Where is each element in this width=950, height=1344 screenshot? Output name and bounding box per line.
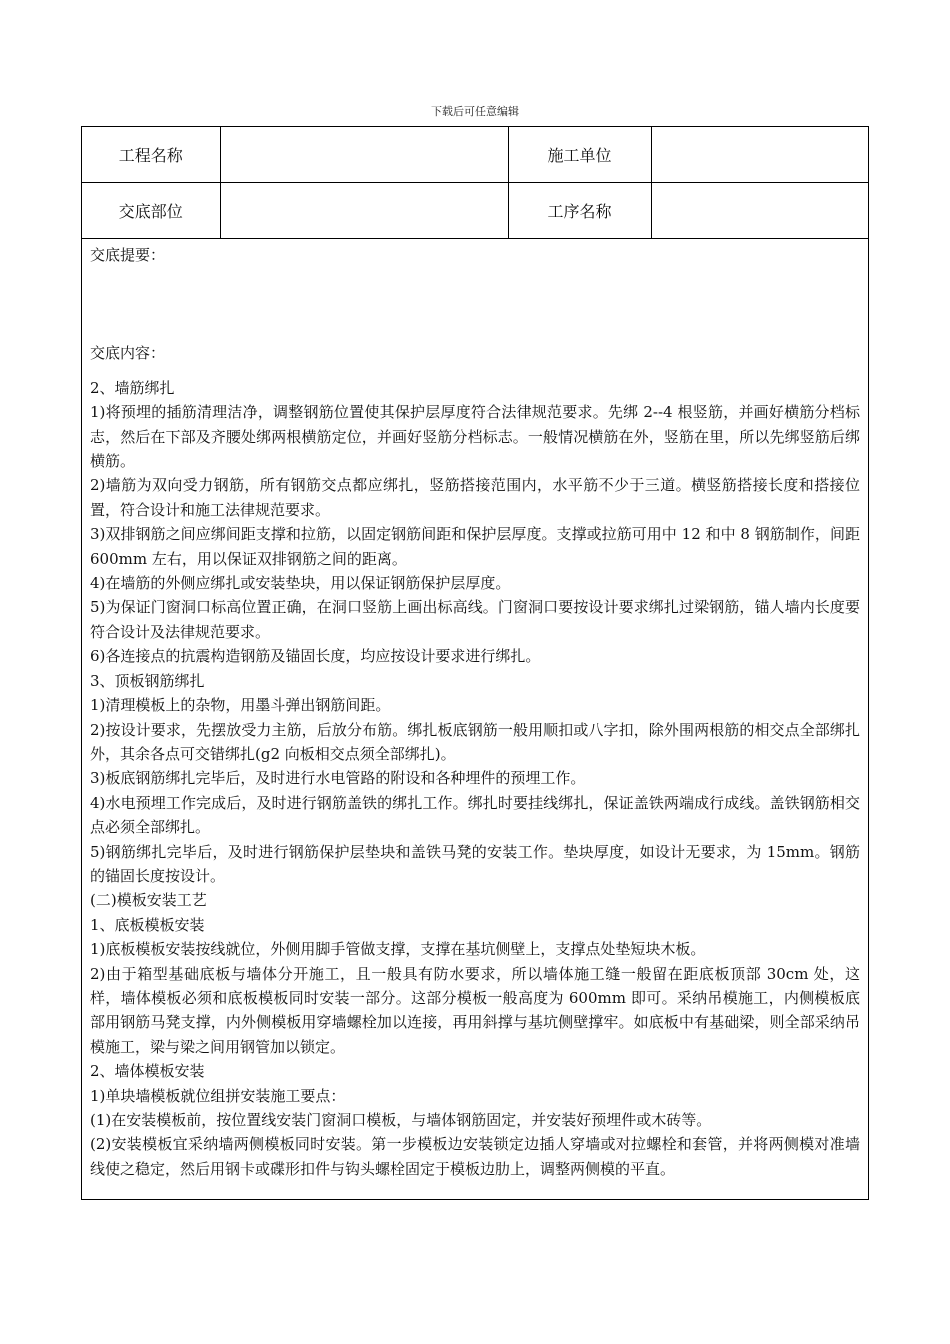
disclosure-sheet — [81, 126, 869, 1200]
content-area — [82, 239, 868, 1181]
unit-value[interactable] — [651, 127, 868, 183]
paragraph: 2)按设计要求，先摆放受力主筋，后放分布筋。绑扎板底钢筋一般用顺扣或八字扣，除外围两根筋的相交点全部绑扎外，其余各点可交错绑扎(g2 向板相交点须全部绑扎)。 — [90, 720, 860, 763]
paragraph: 3)双排钢筋之间应绑间距支撑和拉筋，以固定钢筋间距和保护层厚度。支撑或拉筋可用中 12 和中 8 钢筋制作，间距 600mm 左右，用以保证双排钢筋之间的距离。 — [90, 525, 860, 568]
project-name-label: 工程名称 — [82, 127, 220, 183]
paragraph: 5)钢筋绑扎完毕后，及时进行钢筋保护层垫块和盖铁马凳的安装工作。垫块厚度，如设计无要求，为 15mm。钢筋的锚固长度按设计。 — [90, 842, 860, 885]
paragraph: 1)底板模板安装按线就位，外侧用脚手管做支撑，支撑在基坑侧壁上，支撑点处垫短块木板。 — [90, 940, 706, 959]
content-body — [90, 376, 860, 1181]
process-value[interactable] — [651, 183, 868, 239]
paragraph: 2、墙体模板安装 — [90, 1062, 205, 1081]
paragraph: 4)水电预埋工作完成后，及时进行钢筋盖铁的绑扎工作。绑扎时要挂线绑扎，保证盖铁两端成行成线。盖铁钢筋相交点必须全部绑扎。 — [90, 793, 860, 837]
paragraph: 1)将预埋的插筋清理洁净，调整钢筋位置使其保护层厚度符合法律规范要求。先绑 2--4 根竖筋，并画好横筋分档标志，然后在下部及齐腰处绑两根横筋定位，并画好竖筋分档标志。一般情况横筋在外，竖筋在里，所以先绑竖筋后绑横筋。 — [90, 403, 860, 471]
paragraph: 3)板底钢筋绑扎完毕后，及时进行水电管路的附设和各种埋件的预埋工作。 — [90, 769, 586, 788]
paragraph: (二)模板安装工艺 — [90, 891, 207, 910]
paragraph: (2)安装模板宜采纳墙两侧模板同时安装。第一步模板边安装锁定边插人穿墙或对拉螺栓和套管，并将两侧模对准墙线使之稳定，然后用钢卡或碟形扣件与钩头螺栓固定于模板边肋上，调整两侧模的平直。 — [90, 1135, 860, 1178]
paragraph: 1)清理模板上的杂物，用墨斗弹出钢筋间距。 — [90, 696, 391, 715]
header-table — [82, 127, 868, 239]
content-label: 交底内容： — [90, 344, 166, 363]
process-label: 工序名称 — [508, 183, 651, 239]
paragraph: 2、墙筋绑扎 — [90, 378, 175, 397]
unit-label: 施工单位 — [508, 127, 651, 183]
summary-space — [90, 267, 860, 341]
paragraph: (1)在安装模板前，按位置线安装门窗洞口模板，与墙体钢筋固定，并安装好预埋件或木砖等。 — [90, 1111, 712, 1129]
part-label: 交底部位 — [82, 183, 220, 239]
part-value[interactable] — [220, 183, 508, 239]
paragraph: 2)墙筋为双向受力钢筋，所有钢筋交点都应绑扎，竖筋搭接范围内，水平筋不少于三道。横竖筋搭接长度和搭接位置，符合设计和施工法律规范要求。 — [90, 476, 860, 519]
paragraph: 1)单块墙模板就位组拼安装施工要点： — [90, 1086, 346, 1105]
paragraph: 1、底板模板安装 — [90, 915, 205, 934]
header-row-1 — [82, 127, 868, 183]
project-name-value[interactable] — [220, 127, 508, 183]
paragraph: 4)在墙筋的外侧应绑扎或安装垫块，用以保证钢筋保护层厚度。 — [90, 574, 511, 593]
paragraph: 5)为保证门窗洞口标高位置正确，在洞口竖筋上画出标高线。门窗洞口要按设计要求绑扎过梁钢筋，锚人墙内长度要符合设计及法律规范要求。 — [90, 598, 860, 641]
paragraph: 3、顶板钢筋绑扎 — [90, 671, 205, 690]
header-row-2 — [82, 183, 868, 239]
page-note: 下载后可任意编辑 — [431, 105, 519, 118]
paragraph: 6)各连接点的抗震构造钢筋及锚固长度，均应按设计要求进行绑扎。 — [90, 647, 541, 666]
summary-label: 交底提要： — [90, 246, 166, 264]
paragraph: 2)由于箱型基础底板与墙体分开施工，且一般具有防水要求，所以墙体施工缝一般留在距底板顶部 30cm 处，这样，墙体模板必须和底板模板同时安装一部分。这部分模板一般高度为 600mm 即可。采纳吊模施工，内侧模板底部用钢筋马凳支撑，内外侧模板用穿墙螺栓加以连接，再用斜撑与基坑侧壁撑牢。如底板中有基础梁，则全部采纳吊模施工，梁与梁之间用钢管加以锁定。 — [90, 964, 860, 1056]
